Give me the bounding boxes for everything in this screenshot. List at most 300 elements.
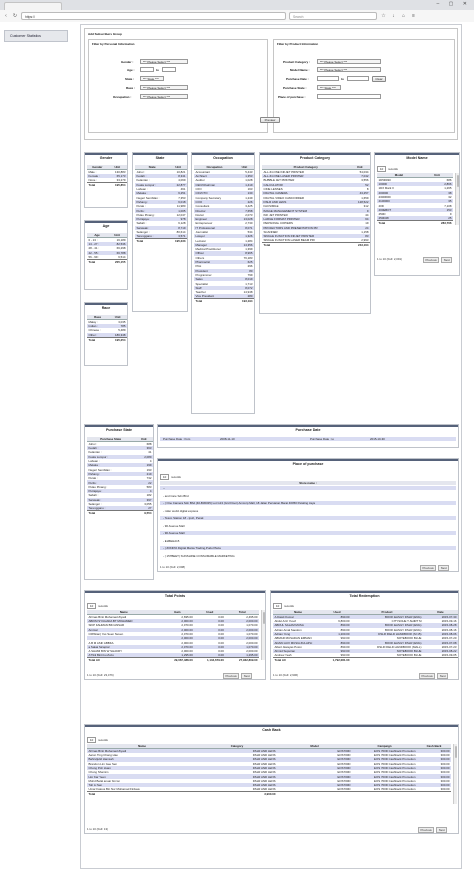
total-value: 195,854 [108, 183, 127, 188]
store-name-col-header[interactable]: Store name : [160, 481, 456, 485]
row-label: Vice President [194, 294, 235, 299]
row-value: 2,695.00 [161, 615, 195, 620]
row-label: Pulau Pinang : [135, 213, 169, 217]
browser-tab[interactable] [4, 2, 62, 10]
row-label: IMAGE MANAGEMENT SYSTEM [262, 208, 349, 212]
total-value: 29,067,488.00 [161, 658, 195, 663]
row-value: 25 [421, 216, 453, 221]
row-label: Director [194, 208, 235, 212]
row-value: 5,443 [235, 170, 254, 175]
total-row [135, 239, 187, 244]
row-value: BOOK EASILY DSLR (ENG) [351, 623, 423, 627]
row-value: 3,556 [349, 178, 370, 182]
row-value: 0.00 [194, 628, 225, 632]
row-label: INK JET PRINTER [262, 213, 349, 217]
total-points-title: Total Points [164, 594, 186, 598]
row-label: LARGE FORMAT PRINTER [262, 217, 349, 221]
row-value: EOS700D [277, 770, 352, 774]
total-label: Total [87, 792, 197, 797]
row-value: 0.00 [194, 632, 225, 636]
points-page-length-select[interactable]: 10 [87, 603, 96, 609]
row-label: Kelantan : [135, 178, 169, 182]
row-label: CEO/Chairman [194, 183, 235, 187]
row-value: BOOK EASILY DSLR (ENG) [351, 628, 423, 632]
row-value: 2015-09-16 [423, 619, 458, 623]
row-value: 2015-08-28 [423, 623, 458, 627]
row-value: 226 [235, 200, 254, 204]
used-col-header[interactable]: Used [323, 610, 351, 615]
row-value: DSLR AND LENS [197, 770, 277, 774]
preview-button[interactable]: Preview [260, 117, 280, 123]
total-label: Total [87, 183, 108, 188]
row-value: CITYSOHE T-SHIRT M [351, 619, 423, 623]
address-bar[interactable]: https:// [21, 12, 286, 20]
row-value: 2,073 [235, 213, 254, 217]
next-page-button[interactable]: Next [438, 565, 449, 571]
row-label: Brandon Lim Gee Sen [87, 762, 197, 766]
state-select[interactable]: *** State *** [140, 76, 164, 81]
row-value: 14,948 [235, 290, 254, 294]
row-label: Kuala Lumpur : [135, 183, 169, 187]
row-label: 450D48 [377, 216, 421, 221]
row-value: 5,489 [108, 328, 127, 332]
total-label: Total [377, 221, 421, 226]
row-label: Teacher [194, 290, 235, 294]
row-value: 11,980 [169, 204, 187, 208]
total-points-table [87, 610, 259, 662]
row-label: Adrian Amal Saodom [273, 628, 323, 632]
gender-title: Gender [99, 156, 113, 160]
row-value: 0.00 [194, 619, 225, 623]
row-value: DSLR FIELD HANDBOOK (M 15) [351, 632, 423, 636]
row-value: 9 [349, 208, 370, 212]
row-value: EOS700D [277, 779, 352, 783]
row-label: ADAIN AUX MUSIA ZULAPLI [273, 640, 323, 644]
total-label: Total All [87, 658, 161, 663]
row-label: CINE LENSES [262, 187, 349, 191]
product-category-select[interactable]: *** Please Select *** [317, 59, 381, 64]
list-item[interactable]: - ( #OND% Digital Mania Trading,Pudu Plaza [160, 546, 456, 550]
row-value: 3,035 [108, 320, 127, 325]
reload-icon[interactable]: ↻ [12, 13, 18, 19]
product-category-title: Product Category [299, 156, 331, 160]
row-value: 2,000.00 [161, 628, 195, 632]
row-label: Lecturer [194, 238, 235, 242]
bookmark-icon[interactable]: ☆ [381, 13, 386, 19]
row-label: 400EBOT [377, 208, 421, 212]
row-value: 2,000.00 [225, 628, 259, 632]
row-label: a Sakai Sicapral [87, 645, 161, 649]
previous-page-button[interactable]: Previous [223, 673, 239, 679]
model-name-table [377, 173, 453, 225]
total-row [87, 183, 127, 188]
row-value: EOS 700D Cashback Promotion [352, 766, 417, 770]
product-filter-title: Filter by Product Information [277, 42, 319, 46]
previous-page-button[interactable]: Previous [419, 673, 435, 679]
row-value: 8,071 [235, 226, 254, 230]
occupation-col-header: Occupation [194, 165, 235, 170]
row-value: 43,257 [349, 191, 370, 195]
row-value: 2015-08-22 [423, 649, 458, 653]
row-label: Doctor [194, 213, 235, 217]
row-value: DSLR AND LENS [197, 753, 277, 757]
row-value: 186,348 [108, 333, 127, 338]
row-label: Auditor [194, 178, 235, 182]
row-value: 2015-09-05 [423, 653, 458, 658]
place-of-purchase-label: Place of purchase : [278, 95, 306, 99]
row-value: DSLR AND LENS [197, 749, 277, 754]
cashback-page-length-select[interactable]: 10 [87, 737, 96, 743]
row-value: 3,425 [235, 204, 254, 208]
empty-cell [423, 658, 458, 663]
row-value: 130,883 [108, 170, 127, 175]
row-value: 732 [134, 476, 153, 480]
row-label: 1000D [377, 182, 421, 186]
row-value: 300.00 [417, 770, 451, 774]
list-item[interactable]: - and Care Sdn Bhd [163, 493, 189, 498]
row-value: EOS 700D Cashback Promotion [352, 779, 417, 783]
row-label: Kedah : [87, 446, 134, 450]
row-value: 80,614 [169, 230, 187, 234]
row-label: Company Secretary [194, 195, 235, 199]
row-label: 14 - 27 : [87, 242, 107, 246]
row-value: 2,000.00 [225, 640, 259, 644]
row-value: 27 [134, 506, 153, 511]
list-item[interactable]: - Tesco Station 18 - Ipoh, Perak [160, 516, 456, 520]
race-col-header: Race [87, 315, 108, 320]
product-filter-box [273, 39, 455, 133]
row-label: PROJECTORS AND PRESENTATION PR [262, 226, 349, 230]
row-value: 52 [349, 183, 370, 187]
age-panel [84, 220, 128, 290]
campaign-col-header[interactable]: Campaign [352, 744, 417, 749]
records-label: records [171, 475, 181, 479]
points-pagination-info: 1 to 10 (Full: 23,476) [87, 673, 114, 677]
empty-cell [351, 658, 423, 663]
gain-col-header[interactable]: Gain [161, 610, 195, 615]
unit-col-header: Unit [108, 165, 127, 170]
place-pagination-info: 1 to 10 (Full: 2,008) [160, 565, 186, 569]
row-value: 193 [134, 467, 153, 471]
row-value: 2,866 [421, 182, 453, 186]
purchase-state-select[interactable]: *** State *** [317, 85, 341, 90]
total-row [273, 658, 458, 663]
used-col-header[interactable]: Used [194, 610, 225, 615]
date-from-label: Purchase Date : from [163, 437, 191, 441]
total-value: 9,554 [134, 511, 153, 516]
total-value: 283,766 [421, 221, 453, 226]
race-select[interactable]: *** Please Select *** [140, 85, 188, 90]
row-label: CIO/CTO [194, 191, 235, 195]
row-value: 2,070.00 [161, 623, 195, 627]
row-value: 2,000.00 [161, 640, 195, 644]
row-label: SCANNER [262, 230, 349, 234]
row-value: EOS 700D Cashback Promotion [352, 757, 417, 761]
category-col-header[interactable]: Category [197, 744, 277, 749]
row-value: EOS 700D Cashback Promotion [352, 787, 417, 792]
purchase-date-panel [157, 424, 459, 448]
model-scrollbar[interactable] [455, 173, 459, 225]
place-page-length-select[interactable]: 10 [160, 474, 169, 480]
row-label: Selangor : [87, 502, 134, 506]
state-col-header: State [135, 165, 169, 170]
row-value: 8,965 [235, 251, 254, 255]
row-label: Staff [194, 286, 235, 290]
empty-cell [277, 792, 352, 797]
list-item[interactable]: - 90 Avenue Mall [160, 531, 456, 535]
row-value: EOS700D [277, 766, 352, 770]
row-value: 16,189 [107, 238, 127, 243]
row-value: 799 [235, 273, 254, 277]
row-value: 461 [169, 187, 187, 191]
row-value: DSLR FIELD HANDBOOK (MALL) [351, 645, 423, 649]
row-value: EOS700D [277, 757, 352, 761]
total-label: Total [262, 243, 349, 248]
window-controls[interactable]: – ▢ ✕ [436, 1, 471, 7]
row-label: Aaron Ting Chang Hao [87, 753, 197, 757]
row-value: 2,070.00 [161, 645, 195, 649]
total-row [87, 658, 259, 663]
row-value: NOTEBOOK BLUE [351, 649, 423, 653]
row-label: IT Professional [194, 226, 235, 230]
row-value: EOS 700D Cashback Promotion [352, 749, 417, 754]
purchase-date-to-input[interactable] [347, 76, 369, 81]
row-value: 1,326 [235, 234, 254, 238]
home-icon[interactable]: ⌂ [401, 13, 406, 19]
row-label: Perak : [135, 204, 169, 208]
model-page-length-select[interactable]: 10 [377, 166, 386, 172]
gender-select[interactable]: *** Please Select *** [140, 59, 188, 64]
gender-table [87, 165, 127, 187]
back-icon[interactable]: ‹ [5, 13, 7, 19]
name-col-header[interactable]: Name [87, 744, 197, 749]
list-item[interactable]: - ( One Camera Sdn Bhd (40-B30325) Lot G13 (Grd Floor) Amcorp Mall, 18 Jalan Persiaran Barat 46050 Petaling Jaya [160, 501, 456, 505]
list-item[interactable]: - 90 Avenue Mall [163, 523, 185, 528]
place-of-purchase-input[interactable] [317, 94, 381, 99]
row-value: 14,356 [235, 243, 254, 247]
row-value: 130 [235, 191, 254, 195]
next-page-button[interactable]: Next [437, 673, 448, 679]
row-value: 1,284 [235, 238, 254, 242]
row-label: Albert Alwayas Poton [273, 645, 323, 649]
row-label: 28 - 41 : [87, 246, 107, 250]
total-label: Total [87, 337, 108, 342]
row-label: 42 - 55 : [87, 251, 107, 255]
row-label: Ammar [87, 628, 161, 632]
row-value: 3,571 [169, 234, 187, 239]
row-label: Others [194, 256, 235, 260]
age-to-input[interactable] [162, 67, 176, 72]
row-label: ABKIM SYUHADA BT MOHAMED [87, 619, 161, 623]
race-panel [84, 302, 128, 366]
total-value: 193,194 [235, 299, 254, 304]
row-label: ABDUL SALAM MUSA [273, 623, 323, 627]
total-row [87, 792, 451, 797]
row-label: 450D [377, 212, 421, 216]
row-value: 6,128 [169, 221, 187, 225]
row-label: Adrian Yong [273, 632, 323, 636]
cash-back-col-header[interactable]: Cash Back [417, 744, 451, 749]
age-from-input[interactable] [140, 67, 154, 72]
name-col-header[interactable]: Name [87, 610, 161, 615]
next-page-button[interactable]: Next [436, 827, 447, 833]
clear-date-button[interactable]: Clear [372, 76, 386, 82]
row-value: 993.00 [323, 649, 351, 653]
row-label: CFO [194, 187, 235, 191]
model-col-header[interactable]: Model [277, 744, 352, 749]
date-col-header[interactable]: Date [423, 610, 458, 615]
row-label: None : [87, 178, 108, 183]
row-value: EOS700D [277, 753, 352, 757]
total-value: 195,233 [169, 239, 187, 244]
next-page-button[interactable]: Next [241, 673, 252, 679]
row-value: 2,993 [349, 238, 370, 243]
row-value: 890.00 [323, 615, 351, 620]
row-value: 8,072 [235, 286, 254, 290]
previous-page-button[interactable]: Previous [420, 565, 436, 571]
age-to-label: to [156, 68, 159, 72]
row-label: Officer [194, 251, 235, 255]
previous-page-button[interactable]: Previous [418, 827, 434, 833]
row-label: Melaka : [135, 191, 169, 195]
row-label: Programmer [194, 273, 235, 277]
row-value: DSLR AND LENS [197, 787, 277, 792]
next-page-button[interactable]: Next [441, 257, 452, 263]
unit-col-header: Unit [169, 165, 187, 170]
row-value: 0.00 [194, 649, 225, 653]
cash-back-panel [84, 724, 459, 834]
row-label: Pharmacist [194, 260, 235, 264]
row-value: 35 [421, 199, 453, 203]
sidebar-item-customer-statistics[interactable]: Customer Statistics [4, 30, 68, 42]
product-category-label: Product Category : [283, 60, 311, 64]
date-to-value: 2015-10-30 [370, 437, 385, 441]
gender-panel [84, 152, 128, 208]
previous-page-button[interactable]: Previous [423, 257, 439, 263]
unit-col-header[interactable]: Unit [421, 173, 453, 178]
redemption-page-length-select[interactable]: 10 [273, 603, 282, 609]
row-value: 534 [235, 230, 254, 234]
row-label: Putrajaya : [87, 489, 134, 493]
cash-back-table [87, 744, 451, 796]
row-label: Accountant [194, 170, 235, 175]
row-label: Sabah : [135, 221, 169, 225]
row-label: Journalist [194, 230, 235, 234]
name-col-header[interactable]: Name [273, 610, 323, 615]
row-value: 8 [349, 187, 370, 191]
cashback-scrollbar[interactable] [453, 744, 457, 804]
row-label: 0 - 13 : [87, 238, 107, 243]
download-icon[interactable]: ↓ [392, 13, 395, 19]
row-label: Specialist [194, 281, 235, 285]
list-item[interactable]: - roller world digital express [163, 508, 199, 513]
row-value: DSLR AND LENS [197, 757, 277, 761]
row-value: 300.00 [417, 779, 451, 783]
row-value: 1,659 [349, 195, 370, 199]
list-item[interactable]: - ELBEHA15 [163, 538, 180, 543]
row-label: Chong Poh Huan [87, 766, 197, 770]
redemption-pagination-info: 1 to 10 (Full: 2,906) [273, 673, 299, 677]
row-label: Abdul Aziz Yusof [273, 619, 323, 623]
model-col-header[interactable]: Model [377, 173, 421, 178]
occupation-label: Occupation : [113, 95, 132, 99]
date-from-value: 2008-11-10 [220, 437, 235, 441]
row-label: Selangor : [135, 230, 169, 234]
row-value: 163 [235, 187, 254, 191]
row-label: Kuala Lumpur : [87, 455, 134, 459]
row-value: DSLR AND LENS [197, 762, 277, 766]
records-label: records [388, 167, 398, 171]
row-label: Pulau Pinang : [87, 485, 134, 489]
total-redemption-table [273, 610, 458, 662]
row-value: EOS 700D Cashback Promotion [352, 753, 417, 757]
row-value: 1,158 [349, 230, 370, 234]
total-value: 27,932,809.00 [225, 658, 259, 663]
row-label: DIGITAL CAMERA [262, 191, 349, 195]
row-value: 300.00 [417, 762, 451, 766]
row-label: CRIStian) Yes Seen Neven [87, 632, 161, 636]
points-scrollbar[interactable] [261, 610, 265, 660]
row-value: 1,295.00 [225, 653, 259, 658]
row-value: EOS700D [277, 783, 352, 787]
row-label: Mohd Belal anuar bin lai [87, 779, 197, 783]
row-value: 9 [421, 212, 453, 216]
list-item[interactable]: - ( 157BEET) SUNSHINE CONSUMABLE MARKETING [163, 553, 235, 558]
row-value: 300.00 [417, 753, 451, 757]
purchase-state-col-header: Purchase State [87, 437, 134, 442]
product-col-header[interactable]: Product [351, 610, 423, 615]
occupation-select[interactable]: *** Please Select *** [140, 94, 188, 99]
row-value: 688 [134, 442, 153, 447]
total-col-header[interactable]: Total [225, 610, 259, 615]
age-col-header: Age [87, 233, 107, 238]
model-name-panel [374, 152, 460, 276]
row-value: 2015-07-23 [423, 645, 458, 649]
state-table [135, 165, 187, 243]
row-value: 33,279 [108, 178, 127, 183]
total-value: 3,900.00 [197, 792, 277, 797]
row-value: 1,070.00 [225, 645, 259, 649]
row-label: PERSONAL COPIERS [262, 221, 349, 225]
purchase-state-title: Purchase State [106, 428, 132, 432]
list-item[interactable]: -- [160, 486, 456, 490]
race-table [87, 315, 127, 342]
row-value: 2,070.00 [161, 632, 195, 636]
place-of-purchase-panel [157, 458, 459, 572]
row-label: Pahang : [135, 200, 169, 204]
model-name-select[interactable]: *** Please Select *** [317, 67, 381, 72]
row-value: 686 [421, 178, 453, 183]
row-value: 80 [235, 269, 254, 273]
browser-search-input[interactable]: Search [289, 12, 377, 20]
row-value: 4,069 [169, 178, 187, 182]
row-label: BUBBLE JET PRINTER [262, 178, 349, 182]
row-value: EOS 700D Cashback Promotion [352, 774, 417, 778]
row-value: 8,019 [235, 277, 254, 281]
menu-icon[interactable]: ≡ [412, 13, 415, 19]
row-label: Engineer [194, 217, 235, 221]
total-label: Total [87, 511, 134, 516]
row-value: 6,018 [169, 200, 187, 204]
row-label: Negeri Sembilan : [87, 467, 134, 471]
row-label: Afrinas Binti Mohamad Ziyadi [87, 615, 161, 620]
row-label: Sarawak : [135, 226, 169, 230]
tab-bar [0, 0, 474, 10]
row-value: 219 [134, 472, 153, 476]
filter-group-title: Add Subscribers Group [88, 32, 122, 36]
row-value: 41 [134, 450, 153, 454]
purchase-date-from-input[interactable] [317, 76, 339, 81]
